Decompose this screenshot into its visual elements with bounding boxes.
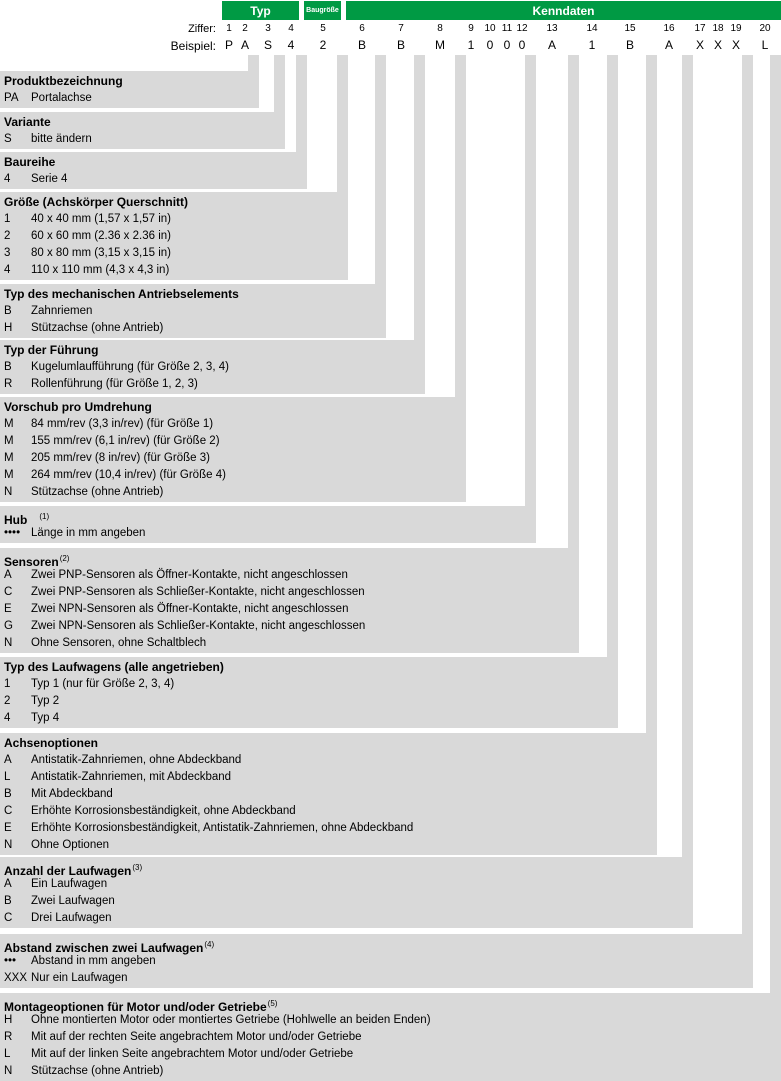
section-title [0, 935, 214, 953]
option-row [0, 618, 365, 635]
option-row [0, 416, 226, 433]
digit-3: 3 [265, 23, 271, 34]
example-char-7: B [396, 38, 406, 52]
option-row [0, 584, 365, 601]
option-row [0, 245, 188, 262]
option-row [0, 359, 229, 376]
section-title-text: Abstand zwischen zwei Laufwagen [4, 941, 204, 955]
option-description: Antistatik-Zahnriemen, ohne Abdeckband [31, 754, 242, 766]
example-char-18: X [713, 38, 723, 52]
footnote-marker: (2) [59, 554, 70, 563]
section-2 [0, 113, 92, 148]
option-row [0, 893, 142, 910]
digit-9: 9 [468, 23, 474, 34]
example-char-6: B [357, 38, 367, 52]
option-code: H [4, 322, 13, 334]
section-3 [0, 153, 67, 188]
section-title-text: Baureihe [4, 155, 56, 169]
section-title-text: Typ der Führung [4, 343, 99, 357]
section-6 [0, 341, 229, 393]
digit-1: 1 [226, 23, 232, 34]
digit-17: 17 [694, 23, 706, 34]
option-description: Antistatik-Zahnriemen, mit Abdeckband [31, 771, 232, 783]
option-row [0, 320, 239, 337]
option-row [0, 676, 224, 693]
option-description: Stützachse (ohne Antrieb) [31, 1065, 164, 1077]
option-description: Zwei Laufwagen [31, 895, 115, 907]
option-code: 2 [4, 695, 11, 707]
option-description: 60 x 60 mm (2.36 x 2.36 in) [31, 230, 171, 242]
option-row [0, 131, 92, 148]
example-char-20: L [761, 38, 769, 52]
option-row [0, 450, 226, 467]
option-code: XXX [4, 972, 28, 984]
option-code: 2 [4, 230, 11, 242]
option-description: Rollenführung (für Größe 1, 2, 3) [31, 378, 198, 390]
section-11 [0, 734, 413, 854]
connector-bar [742, 55, 753, 988]
section-title-text: Produktbezeichnung [4, 74, 123, 88]
section-4 [0, 193, 188, 279]
option-row [0, 769, 413, 786]
example-char-15: B [625, 38, 635, 52]
connector-bar [646, 55, 657, 855]
option-code: E [4, 603, 12, 615]
option-row [0, 1012, 431, 1029]
digit-11: 11 [501, 23, 513, 34]
option-row [0, 693, 224, 710]
section-title [0, 285, 239, 303]
digit-4: 4 [288, 23, 294, 34]
footnote-marker: (3) [132, 863, 143, 872]
option-row [0, 910, 142, 927]
option-code: H [4, 1014, 13, 1026]
example-char-16: A [664, 38, 674, 52]
section-13 [0, 935, 214, 987]
option-code: R [4, 1031, 13, 1043]
option-code: N [4, 1065, 13, 1077]
digit-19: 19 [730, 23, 742, 34]
section-title-text: Variante [4, 115, 51, 129]
option-description: Drei Laufwagen [31, 912, 112, 924]
option-code: 1 [4, 678, 11, 690]
section-title [0, 994, 431, 1012]
option-code: C [4, 586, 13, 598]
option-description: 80 x 80 mm (3,15 x 3,15 in) [31, 247, 171, 259]
digit-2: 2 [242, 23, 248, 34]
example-char-5: 2 [319, 38, 327, 52]
option-code: 4 [4, 173, 11, 185]
option-description: Ein Laufwagen [31, 878, 108, 890]
section-5 [0, 285, 239, 337]
option-code: S [4, 133, 12, 145]
option-description: Portalachse [31, 92, 92, 104]
example-char-11: 0 [503, 38, 511, 52]
option-code: M [4, 435, 14, 447]
option-description: Ohne Optionen [31, 839, 110, 851]
section-7 [0, 398, 226, 501]
option-row [0, 820, 413, 837]
section-title-text: Montageoptionen für Motor und/oder Getriebe [4, 1000, 267, 1014]
option-description: Nur ein Laufwagen [31, 972, 128, 984]
option-code: 1 [4, 213, 11, 225]
option-row [0, 635, 365, 652]
option-row [0, 228, 188, 245]
option-description: 84 mm/rev (3,3 in/rev) (für Größe 1) [31, 418, 214, 430]
section-title [0, 72, 123, 90]
section-title [0, 658, 224, 676]
example-char-13: A [547, 38, 557, 52]
option-description: Typ 4 [31, 712, 60, 724]
option-row [0, 786, 413, 803]
option-code: G [4, 620, 13, 632]
option-row [0, 710, 224, 727]
option-code: E [4, 822, 12, 834]
section-title-text: Achsenoptionen [4, 736, 99, 750]
connector-bar [525, 55, 536, 543]
section-title [0, 398, 226, 416]
option-description: Stützachse (ohne Antrieb) [31, 322, 164, 334]
option-description: Mit auf der rechten Seite angebrachtem Motor und/oder Getriebe [31, 1031, 362, 1043]
option-code: M [4, 469, 14, 481]
option-code: A [4, 569, 12, 581]
example-char-4: 4 [287, 38, 295, 52]
example-char-17: X [695, 38, 705, 52]
beispiel-label: Beispiel: [170, 39, 216, 53]
digit-12: 12 [516, 23, 528, 34]
example-char-3: S [263, 38, 273, 52]
option-row [0, 837, 413, 854]
option-row [0, 525, 145, 542]
option-description: Erhöhte Korrosionsbeständigkeit, ohne Abdeckband [31, 805, 296, 817]
option-code: C [4, 912, 13, 924]
option-description: Zwei NPN-Sensoren als Öffner-Kontakte, nicht angeschlossen [31, 603, 349, 615]
option-row [0, 484, 226, 501]
connector-bar [274, 55, 285, 149]
option-row [0, 262, 188, 279]
connector-bar [414, 55, 425, 394]
section-title-text: Anzahl der Laufwagen [4, 864, 132, 878]
option-row [0, 376, 229, 393]
option-code: B [4, 895, 12, 907]
example-char-2: A [240, 38, 250, 52]
connector-bar [770, 55, 781, 1081]
option-description: Serie 4 [31, 173, 68, 185]
option-description: Zwei PNP-Sensoren als Schließer-Kontakte, nicht angeschlossen [31, 586, 365, 598]
section-title-text: Typ des mechanischen Antriebselements [4, 287, 239, 301]
option-description: Zahnriemen [31, 305, 93, 317]
option-row [0, 1029, 431, 1046]
option-row [0, 876, 142, 893]
example-char-8: M [435, 38, 445, 52]
example-char-14: 1 [588, 38, 596, 52]
section-title [0, 341, 229, 359]
example-char-10: 0 [486, 38, 494, 52]
option-row [0, 803, 413, 820]
option-code: B [4, 305, 12, 317]
option-description: Typ 2 [31, 695, 60, 707]
section-title [0, 549, 365, 567]
section-title-text: Hub [4, 513, 28, 527]
digit-6: 6 [359, 23, 365, 34]
digit-7: 7 [398, 23, 404, 34]
option-description: Zwei PNP-Sensoren als Öffner-Kontakte, nicht angeschlossen [31, 569, 348, 581]
option-code: 4 [4, 712, 11, 724]
digit-18: 18 [712, 23, 724, 34]
option-description: Mit Abdeckband [31, 788, 113, 800]
option-code: L [4, 1048, 11, 1060]
connector-bar [248, 55, 259, 108]
digit-20: 20 [759, 23, 771, 34]
digit-16: 16 [663, 23, 675, 34]
option-row [0, 953, 214, 970]
option-description: 264 mm/rev (10,4 in/rev) (für Größe 4) [31, 469, 226, 481]
digit-8: 8 [437, 23, 443, 34]
option-code: B [4, 788, 12, 800]
connector-bar [337, 55, 348, 280]
option-row [0, 567, 365, 584]
section-title [0, 734, 413, 752]
section-title-text: Sensoren [4, 555, 59, 569]
header-baugroesse: Baugröße [304, 1, 341, 20]
example-char-1: P [224, 38, 234, 52]
option-description: Erhöhte Korrosionsbeständigkeit, Antistatik-Zahnriemen, ohne Abdeckband [31, 822, 414, 834]
section-title [0, 113, 92, 131]
section-title-text: Typ des Laufwagens (alle angetrieben) [4, 660, 224, 674]
example-char-12: 0 [518, 38, 526, 52]
option-row [0, 601, 365, 618]
option-code: N [4, 637, 13, 649]
option-description: bitte ändern [31, 133, 92, 145]
section-title [0, 507, 145, 525]
option-description: Typ 1 (nur für Größe 2, 3, 4) [31, 678, 175, 690]
option-code: N [4, 839, 13, 851]
ziffer-label: Ziffer: [188, 23, 216, 35]
option-description: 40 x 40 mm (1,57 x 1,57 in) [31, 213, 171, 225]
section-9 [0, 549, 365, 652]
option-row [0, 90, 123, 107]
option-code: 4 [4, 264, 11, 276]
section-1 [0, 72, 123, 107]
section-title-text: Größe (Achskörper Querschnitt) [4, 195, 189, 209]
digit-14: 14 [586, 23, 598, 34]
connector-bar [607, 55, 618, 728]
option-description: 205 mm/rev (8 in/rev) (für Größe 3) [31, 452, 210, 464]
option-code: C [4, 805, 13, 817]
digit-15: 15 [624, 23, 636, 34]
option-description: Mit auf der linken Seite angebrachtem Motor und/oder Getriebe [31, 1048, 354, 1060]
header-typ: Typ [222, 1, 299, 20]
option-row [0, 171, 67, 188]
digit-10: 10 [484, 23, 496, 34]
connector-bar [375, 55, 386, 338]
option-code: ••• [4, 955, 17, 967]
section-12 [0, 858, 142, 927]
footnote-marker: (4) [204, 940, 215, 949]
section-title [0, 858, 142, 876]
section-8 [0, 507, 145, 542]
connector-bar [296, 55, 307, 189]
section-14 [0, 994, 431, 1080]
option-row [0, 1063, 431, 1080]
option-row [0, 433, 226, 450]
connector-bar [568, 55, 579, 653]
option-row [0, 1046, 431, 1063]
header-kenndaten: Kenndaten [346, 1, 781, 20]
option-description: Länge in mm angeben [31, 527, 146, 539]
footnote-marker: (5) [267, 999, 278, 1008]
option-description: 155 mm/rev (6,1 in/rev) (für Größe 2) [31, 435, 220, 447]
option-code: N [4, 486, 13, 498]
option-code: 3 [4, 247, 11, 259]
digit-13: 13 [546, 23, 558, 34]
option-description: Zwei NPN-Sensoren als Schließer-Kontakte, nicht angeschlossen [31, 620, 366, 632]
option-code: M [4, 452, 14, 464]
example-char-9: 1 [467, 38, 475, 52]
section-10 [0, 658, 224, 727]
example-char-19: X [731, 38, 741, 52]
connector-bar [455, 55, 466, 502]
option-code: M [4, 418, 14, 430]
option-row [0, 211, 188, 228]
section-title [0, 153, 67, 171]
option-code: PA [4, 92, 19, 104]
option-row [0, 970, 214, 987]
option-row [0, 467, 226, 484]
option-description: Abstand in mm angeben [31, 955, 156, 967]
option-code: A [4, 754, 12, 766]
option-code: •••• [4, 527, 21, 539]
digit-5: 5 [320, 23, 326, 34]
option-description: Ohne montierten Motor oder montiertes Getriebe (Hohlwelle an beiden Enden) [31, 1014, 431, 1026]
connector-bar [682, 55, 693, 928]
option-row [0, 303, 239, 320]
section-title-text: Vorschub pro Umdrehung [4, 400, 152, 414]
option-code: B [4, 361, 12, 373]
option-row [0, 752, 413, 769]
option-code: A [4, 878, 12, 890]
footnote-marker: (1) [39, 512, 50, 521]
option-description: 110 x 110 mm (4,3 x 4,3 in) [31, 264, 170, 276]
section-title [0, 193, 188, 211]
option-description: Ohne Sensoren, ohne Schaltblech [31, 637, 207, 649]
option-description: Kugelumlaufführung (für Größe 2, 3, 4) [31, 361, 229, 373]
option-code: R [4, 378, 13, 390]
option-description: Stützachse (ohne Antrieb) [31, 486, 164, 498]
option-code: L [4, 771, 11, 783]
